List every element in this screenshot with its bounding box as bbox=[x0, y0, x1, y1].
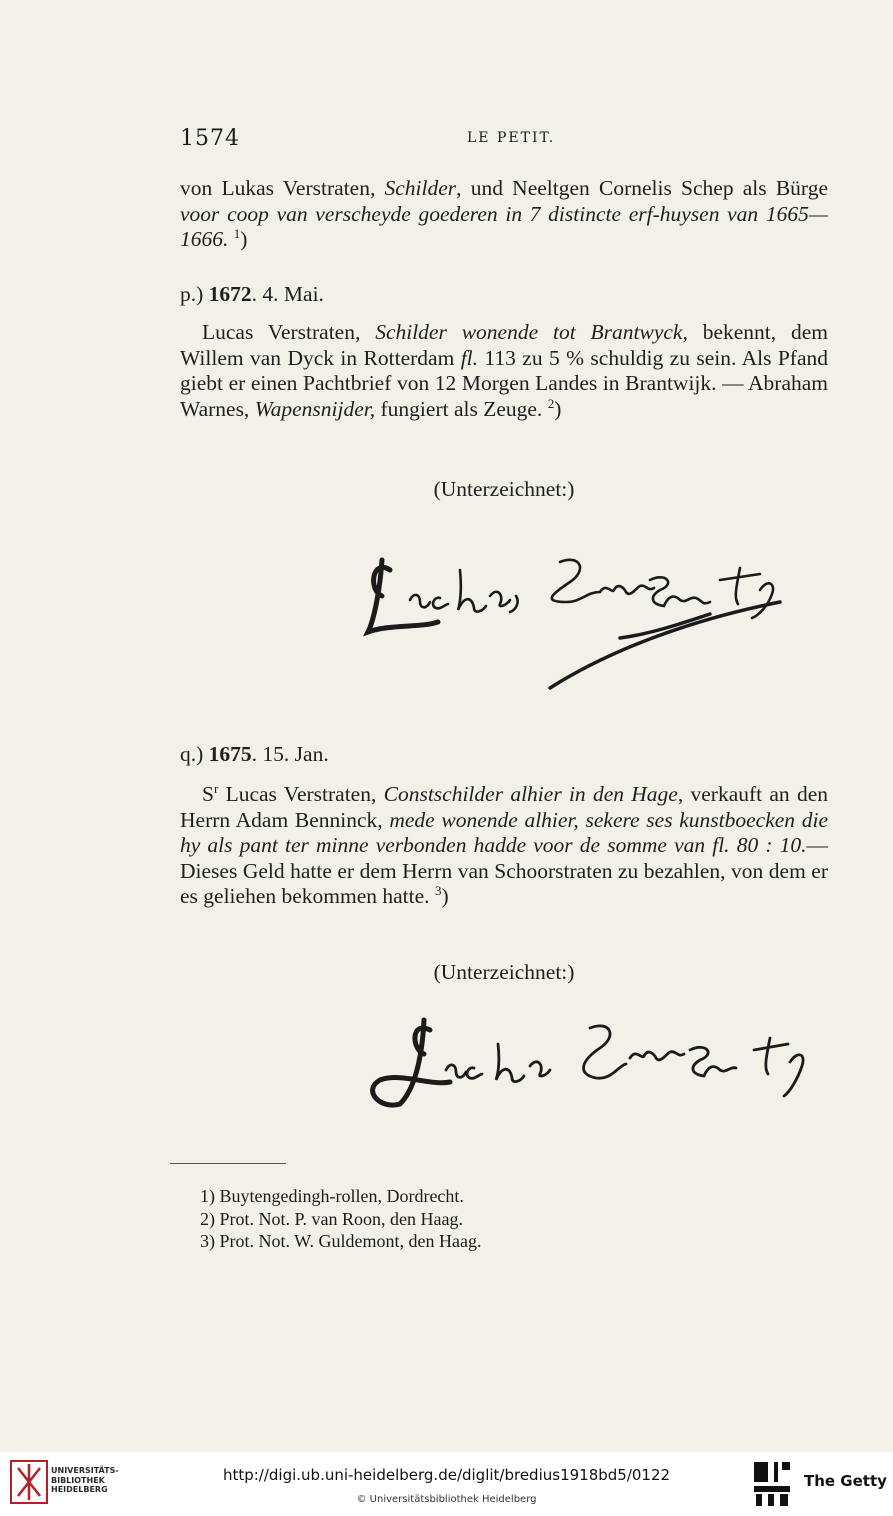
getty-name: The Getty bbox=[804, 1472, 887, 1490]
copyright-notice: © Universitätsbibliothek Heidelberg bbox=[356, 1494, 537, 1505]
viewer-footer bbox=[0, 1452, 893, 1516]
running-title: LE PETIT. bbox=[467, 130, 556, 146]
university-library-name: UNIVERSITÄTS- BIBLIOTHEK HEIDELBERG bbox=[51, 1466, 119, 1494]
signed-label-2: (Unterzeichnet:) bbox=[433, 960, 575, 984]
entry-q-body: $S^r$ Lucas Verstraten, Constschilder alhier in den Hage, verkauft an den Herrn Adam Benninck, mede wonende alhier, sekere ses kunstboecken die hy als pant ter minne verbonden hadde voor de somme van fl. 80 : 10.— Dieses Geld hatte er dem Herrn van Schoorstraten zu bezahlen, von dem er es geliehen bekommen hatte. $^3$) bbox=[180, 781, 828, 908]
intro-paragraph: von Lukas Verstraten, Schilder, und Neeltgen Cornelis Schep als Bürge voor coop van verscheyde goederen in 7 distincte erf-huysen van 1665—1666. $^1$) bbox=[180, 176, 828, 251]
footnotes bbox=[200, 1185, 481, 1253]
entry-q-heading: q.) 1675. 15. Jan. bbox=[180, 742, 329, 766]
signed-label-1: (Unterzeichnet:) bbox=[433, 477, 575, 501]
signature-image-2 bbox=[350, 1010, 840, 1125]
footnote-3: 3) Prot. Not. W. Guldemont, den Haag. bbox=[200, 1231, 482, 1251]
entry-p-body: Lucas Verstraten, Schilder wonende tot Brantwyck, bekennt, dem Willem van Dyck in Rotterdam fl. 113 zu 5 % schuldig zu sein. Als Pfand giebt er einen Pachtbrief von 12 Morgen Landes in Brantwijk. — Abraham Warnes, Wapensnijder, fungiert als Zeuge. $^2$) bbox=[180, 320, 828, 421]
signature-image-1 bbox=[350, 540, 830, 700]
footnote-ref: 2 bbox=[547, 395, 555, 411]
page-number: 1574 bbox=[180, 126, 240, 151]
footnote-rule bbox=[170, 1163, 286, 1164]
footnote-ref: 1 bbox=[233, 226, 241, 241]
footnote-1: 1) Buytengedingh-rollen, Dordrecht. bbox=[200, 1186, 464, 1206]
entry-p-heading: p.) 1672. 4. Mai. bbox=[180, 282, 324, 306]
getty-logo-icon bbox=[752, 1460, 792, 1508]
footnote-ref: 3 bbox=[434, 883, 442, 898]
source-url-link[interactable]: http://digi.ub.uni-heidelberg.de/diglit/bredius1918bd5/0122 bbox=[222, 1466, 671, 1484]
footnote-2: 2) Prot. Not. P. van Roon, den Haag. bbox=[200, 1208, 463, 1229]
